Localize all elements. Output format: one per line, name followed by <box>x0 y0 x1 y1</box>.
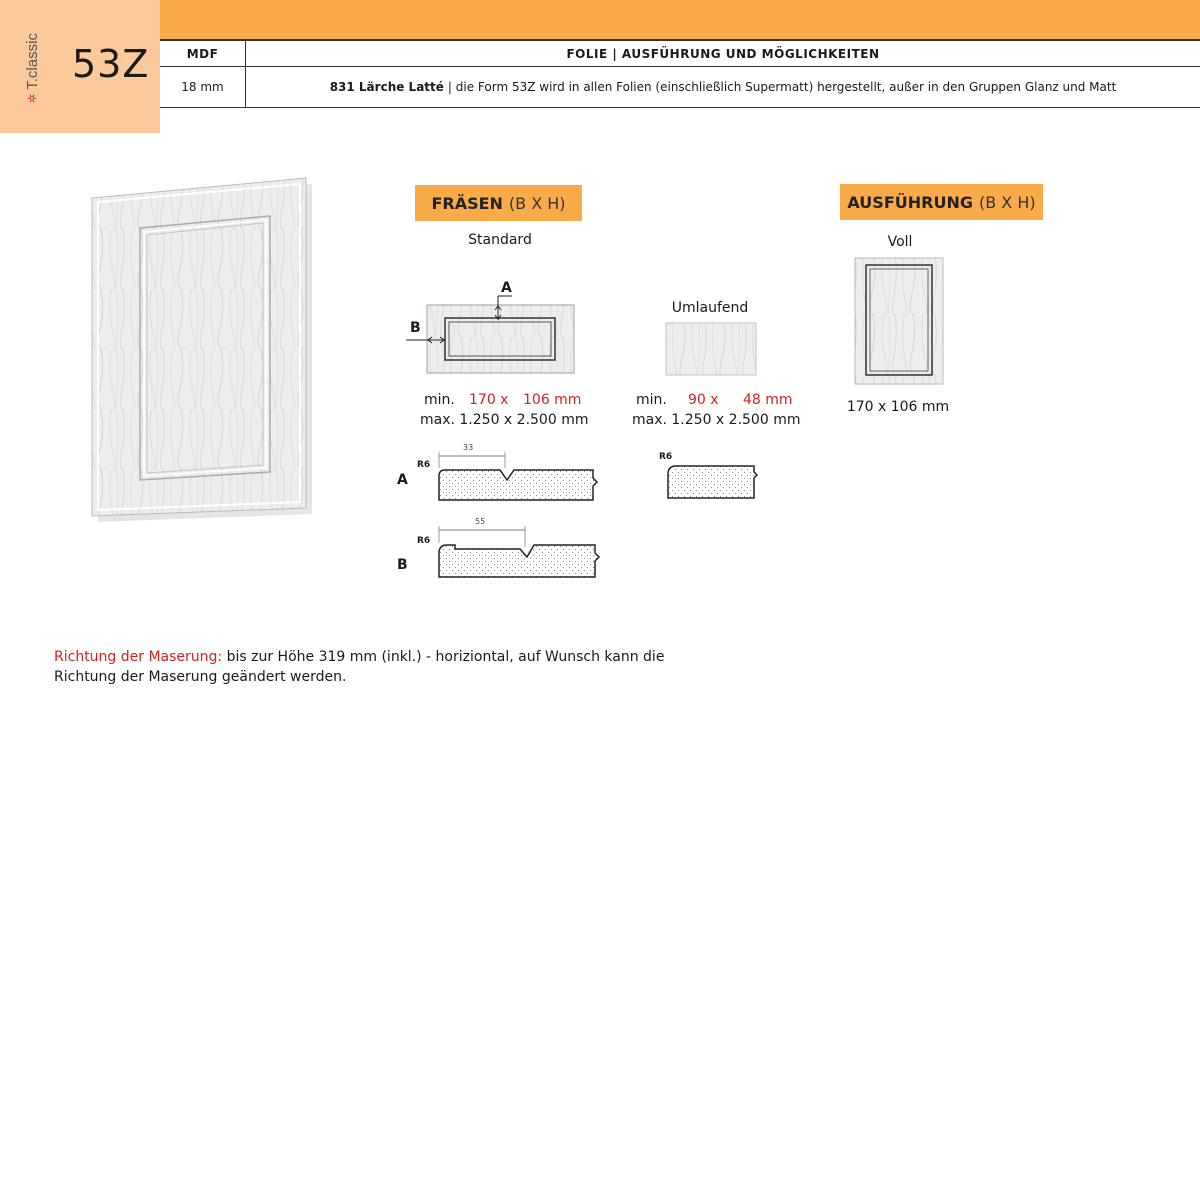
standard-min-label: min. <box>424 392 455 408</box>
table-bottom-rule <box>160 107 1200 108</box>
grain-direction-note <box>54 647 694 687</box>
fraesen-title: FRÄSEN <box>431 193 503 213</box>
model-code: 53Z <box>72 42 150 86</box>
profile-b-diagram <box>415 515 605 585</box>
foil-info <box>246 67 1200 107</box>
ausfuehrung-tag <box>840 184 1043 220</box>
profile-a-label: A <box>397 472 408 488</box>
foil-description: | die Form 53Z wird in allen Folien (einschließlich Supermatt) hergestellt, außer in den Gruppen Glanz und Matt <box>447 80 1117 94</box>
umlaufend-min-label: min. <box>636 392 667 408</box>
profile-b-label: B <box>397 557 408 573</box>
profile-b-dimension: 55 <box>475 517 486 526</box>
voll-label: Voll <box>887 234 913 250</box>
grain-note-text: bis zur Höhe 319 mm (inkl.) - horiziontal, auf Wunsch kann die Richtung der Maserung geändert werden. <box>54 649 665 685</box>
ausfuehrung-dims: (B X H) <box>978 192 1036 212</box>
profile-a-radius: R6 <box>417 460 431 470</box>
door-front-image <box>80 170 320 530</box>
umlaufend-min-width: 90 x <box>688 392 719 408</box>
header-bar <box>0 0 1200 40</box>
voll-diagram <box>852 255 948 390</box>
brand-star-icon: ✲ <box>26 93 39 103</box>
standard-min-width: 170 x <box>469 392 509 408</box>
umlaufend-min-height: 48 mm <box>743 392 793 408</box>
marker-a-label: A <box>501 280 512 296</box>
grain-note-highlight: Richtung der Maserung: <box>54 649 223 665</box>
marker-b-label: B <box>410 320 421 336</box>
profile-a-dimension: 33 <box>463 443 474 452</box>
profile-a-diagram <box>415 440 605 510</box>
foil-name: 831 Lärche Latté <box>329 80 444 94</box>
profile-umlaufend-radius: R6 <box>659 452 673 462</box>
ausfuehrung-title: AUSFÜHRUNG <box>847 192 973 212</box>
profile-b-radius: R6 <box>417 536 431 546</box>
standard-label: Standard <box>468 232 532 248</box>
umlaufend-diagram <box>662 320 762 380</box>
fraesen-dims: (B X H) <box>508 193 566 213</box>
standard-diagram <box>400 278 590 378</box>
standard-max: max. 1.250 x 2.500 mm <box>420 412 589 428</box>
thickness-value: 18 mm <box>181 80 224 94</box>
standard-min-height: 106 mm <box>523 392 582 408</box>
brand-name: T.classic <box>23 33 41 90</box>
fraesen-tag <box>415 185 582 221</box>
col-header-folie: FOLIE | AUSFÜHRUNG UND MÖGLICHKEITEN <box>566 46 880 61</box>
voll-size: 170 x 106 mm <box>846 399 950 415</box>
umlaufend-label: Umlaufend <box>671 300 749 316</box>
brand-logo <box>0 33 67 103</box>
col-header-mdf: MDF <box>186 46 219 61</box>
umlaufend-max: max. 1.250 x 2.500 mm <box>632 412 801 428</box>
